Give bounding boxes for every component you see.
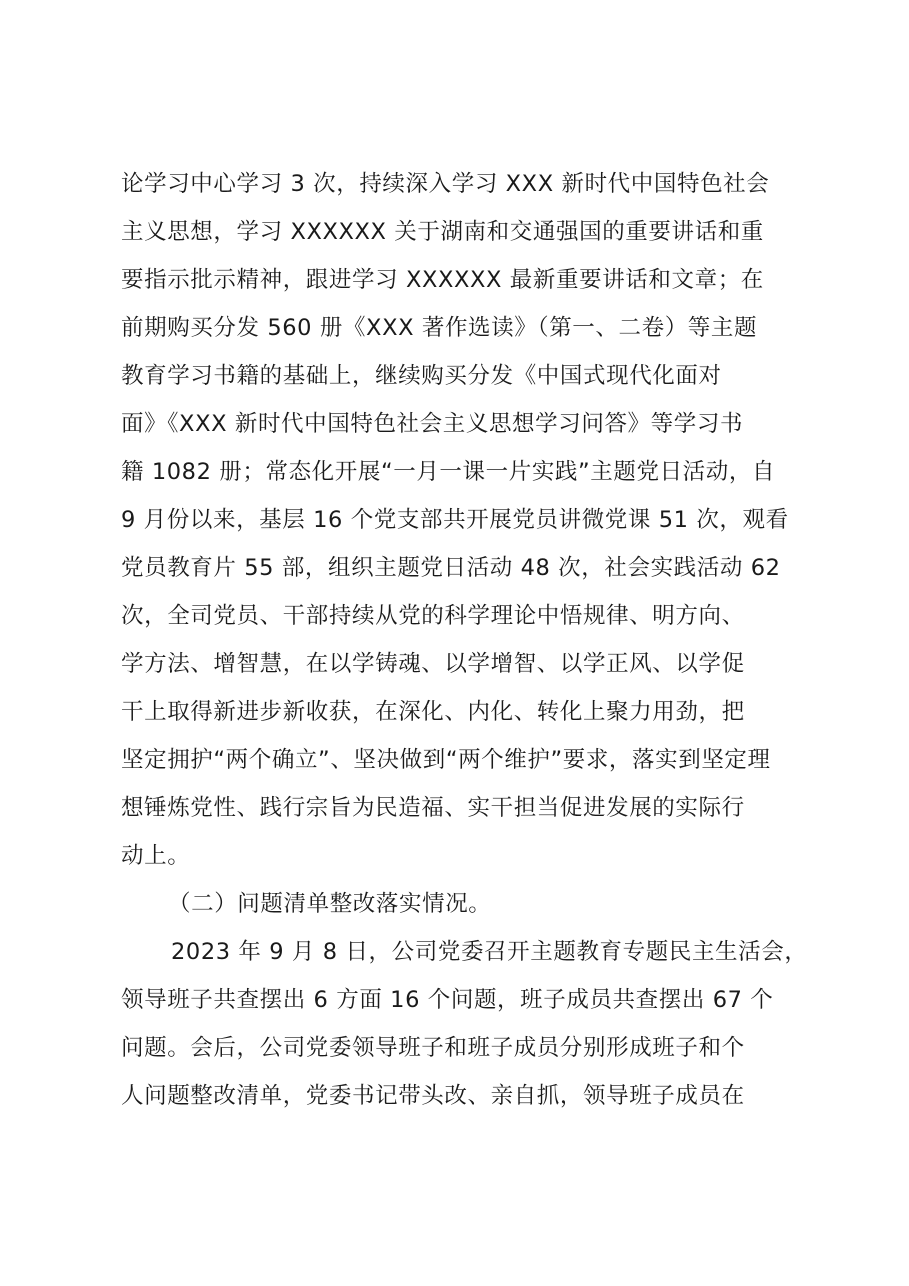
paragraph-line: 干上取得新进步新收获，在深化、内化、转化上聚力用劲，把 [121,699,745,725]
paragraph-study-activities [121,160,811,880]
paragraph-line: 论学习中心学习 3 次，持续深入学习 XXX 新时代中国特色社会 [121,171,770,197]
paragraph-line: 次，全司党员、干部持续从党的科学理论中悟规律、明方向、 [121,603,745,629]
paragraph-line: 教育学习书籍的基础上，继续购买分发《中国式现代化面对 [121,363,722,389]
paragraph-line: 领导班子共查摆出 6 方面 16 个问题，班子成员共查摆出 67 个 [121,987,774,1013]
paragraph-line: 想锤炼党性、践行宗旨为民造福、实干担当促进发展的实际行 [121,795,745,821]
paragraph-line: 问题。会后，公司党委领导班子和班子成员分别形成班子和个 [121,1035,745,1061]
paragraph-rectification [121,928,811,1120]
paragraph-line: 主义思想，学习 XXXXXX 关于湖南和交通强国的重要讲话和重 [121,219,764,245]
paragraph-line: 人问题整改清单，党委书记带头改、亲自抓，领导班子成员在 [121,1083,745,1109]
paragraph-line: 2023 年 9 月 8 日，公司党委召开主题教育专题民主生活会， [171,939,808,965]
paragraph-line: 坚定拥护“两个确立”、坚决做到“两个维护”要求，落实到坚定理 [121,747,771,773]
paragraph-line: 学方法、增智慧，在以学铸魂、以学增智、以学正风、以学促 [121,651,745,677]
paragraph-line: 面》《XXX 新时代中国特色社会主义思想学习问答》等学习书 [121,411,744,437]
document-body [121,160,811,1120]
paragraph-line: 前期购买分发 560 册《XXX 著作选读》（第一、二卷）等主题 [121,315,758,341]
paragraph-line: 动上。 [121,843,191,869]
section-heading: （二）问题清单整改落实情况。 [168,891,492,917]
paragraph-line: 要指示批示精神，跟进学习 XXXXXX 最新重要讲话和文章；在 [121,267,764,293]
paragraph-line: 9 月份以来，基层 16 个党支部共开展党员讲微党课 51 次，观看 [121,507,789,533]
paragraph-line: 党员教育片 55 部，组织主题党日活动 48 次，社会实践活动 62 [121,555,781,581]
paragraph-line: 籍 1082 册；常态化开展“一月一课一片实践”主题党日活动，自 [121,459,776,485]
